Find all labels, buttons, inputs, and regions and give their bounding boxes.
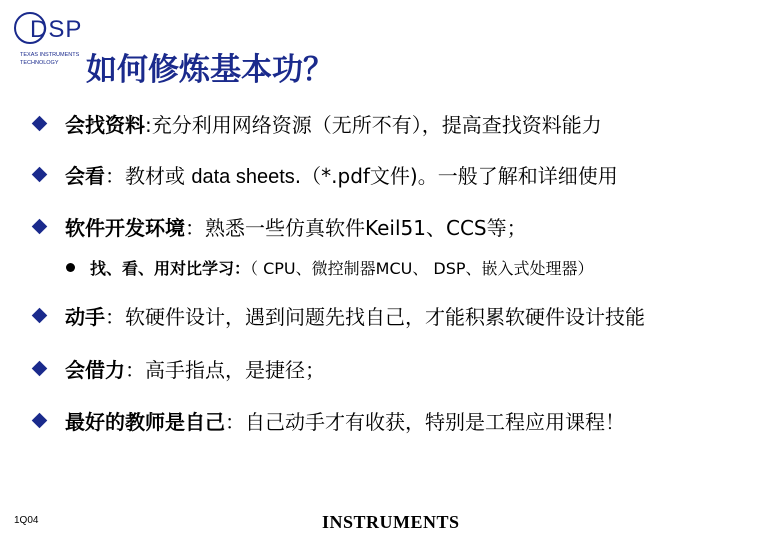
logo-line-1: TEXAS INSTRUMENTS	[20, 52, 80, 58]
bullet-leverage	[30, 353, 325, 383]
bullet-hands-on	[30, 300, 645, 330]
bullet-body-datasheets: data sheets	[191, 165, 295, 188]
ti-dsp-logo	[10, 8, 83, 74]
bullet-heading: 软件开发环境	[65, 215, 185, 240]
bullet-body-pre: ：教材或	[105, 163, 192, 188]
sub-bullet-body: （ CPU、微控制器MCU、 DSP、嵌入式处理器）	[250, 258, 594, 278]
logo-dsp-text: DSP	[30, 16, 83, 43]
bullet-self-teacher	[30, 405, 625, 435]
bullet-heading: 会看	[65, 163, 105, 188]
bullet-heading: 动手	[65, 304, 105, 329]
bullet-heading: 会借力	[65, 357, 125, 382]
sub-bullet-comparison	[66, 255, 594, 279]
bullet-find-materials	[30, 108, 602, 138]
diamond-bullet-icon	[32, 307, 48, 323]
bullet-body: ：软硬件设计，遇到问题先找自己，才能积累软硬件设计技能	[105, 304, 645, 329]
bullet-body: ：高手指点，是捷径；	[125, 357, 325, 382]
footer-slide-code: 1Q04	[14, 515, 39, 526]
sub-bullet-heading: 找、看、用对比学习：	[90, 258, 251, 278]
bullet-heading: 会找资料	[65, 112, 145, 137]
diamond-bullet-icon	[32, 412, 48, 428]
slide-title: 如何修炼基本功？	[86, 52, 334, 88]
diamond-bullet-icon	[32, 166, 48, 182]
bullet-body: :充分利用网络资源（无所不有），提高查找资料能力	[145, 112, 602, 137]
bullet-dev-environment	[30, 211, 527, 241]
footer-brand: INSTRUMENTS	[322, 512, 460, 532]
diamond-bullet-icon	[32, 115, 48, 131]
bullet-body-post: .（*.pdf文件)。一般了解和详细使用	[294, 163, 618, 188]
logo-line-2: TECHNOLOGY	[20, 60, 59, 66]
diamond-bullet-icon	[32, 218, 48, 234]
bullet-body: ：自己动手才有收获，特别是工程应用课程！	[225, 409, 625, 434]
bullet-reading	[30, 159, 618, 189]
bullet-heading: 最好的教师是自己	[65, 409, 225, 434]
bullet-body: ：熟悉一些仿真软件Keil51、CCS等；	[185, 215, 527, 240]
dot-bullet-icon	[66, 263, 75, 272]
diamond-bullet-icon	[32, 360, 48, 376]
